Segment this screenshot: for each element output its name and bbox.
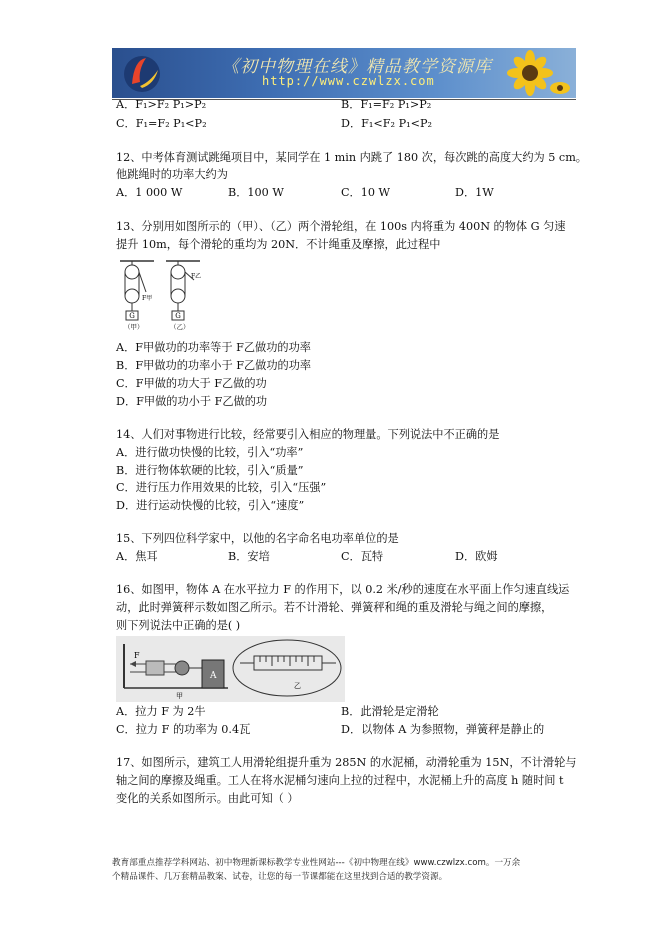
q12-stem-line1: 12、中考体育测试跳绳项目中，某同学在 1 min 内跳了 180 次，每次跳的高度大约为 5 cm。 bbox=[116, 151, 587, 164]
q12-option-a: A．1 000 W bbox=[116, 186, 183, 199]
q15-option-d: D．欧姆 bbox=[455, 550, 498, 563]
q13-option-b: B．F甲做功的功率小于 F乙做功的功率 bbox=[116, 359, 312, 372]
q16-yi-caption: 乙 bbox=[294, 682, 301, 690]
q12-option-c: C．10 W bbox=[341, 186, 391, 199]
q12-stem-line2: 他跳绳时的功率大约为 bbox=[116, 168, 228, 181]
q11-option-d: D．F₁<F₂ P₁<P₂ bbox=[341, 117, 432, 130]
q13-stem-line1: 13、分别用如图所示的（甲）、（乙）两个滑轮组，在 100s 内将重为 400N 的物体 G 匀速 bbox=[116, 220, 566, 233]
q13-f-jia-label: F甲 bbox=[142, 295, 153, 302]
q14-option-b: B．进行物体软硬的比较，引入“质量” bbox=[116, 464, 304, 477]
footer-line2: 个精品课件、几万套精品教案、试卷，让您的每一节课都能在这里找到合适的教学资源。 bbox=[112, 872, 448, 882]
header-banner bbox=[112, 48, 576, 98]
q16-force-label: F bbox=[134, 651, 140, 660]
q13-option-c: C．F甲做的功大于 F乙做的功 bbox=[116, 377, 267, 390]
q15-option-b: B．安培 bbox=[228, 550, 270, 563]
q16-stem-line1: 16、如图甲，物体 A 在水平拉力 F 的作用下，以 0.2 米/秒的速度在水平面上作匀速直线运 bbox=[116, 583, 570, 596]
q13-yi-caption: （乙） bbox=[170, 323, 190, 331]
q11-option-c: C．F₁=F₂ P₁<P₂ bbox=[116, 117, 207, 130]
q13-stem-line2: 提升 10m，每个滑轮的重均为 20N．不计绳重及摩擦，此过程中 bbox=[116, 238, 441, 251]
q16-option-d: D．以物体 A 为参照物，弹簧秤是静止的 bbox=[341, 723, 545, 736]
q11-option-a: A．F₁>F₂ P₁>P₂ bbox=[116, 98, 207, 111]
q14-option-c: C．进行压力作用效果的比较，引入“压强” bbox=[116, 481, 327, 494]
q14-option-a: A．进行做功快慢的比较，引入“功率” bbox=[116, 446, 304, 459]
site-logo bbox=[120, 52, 164, 94]
q17-stem-line2: 轴之间的摩擦及绳重。工人在将水泥桶匀速向上拉的过程中，水泥桶上升的高度 h 随时间 t bbox=[116, 774, 564, 787]
q11-option-b: B．F₁=F₂ P₁>P₂ bbox=[341, 98, 432, 111]
q16-object-label: A bbox=[210, 671, 217, 681]
q13-jia-caption: （甲） bbox=[124, 323, 144, 331]
q15-option-a: A．焦耳 bbox=[116, 550, 158, 563]
q13-g-label-2: G bbox=[175, 312, 181, 320]
q13-g-label-1: G bbox=[129, 312, 135, 320]
q12-option-b: B．100 W bbox=[228, 186, 284, 199]
q17-stem-line3: 变化的关系如图所示。由此可知（ ） bbox=[116, 792, 299, 805]
q13-pulley-figure bbox=[116, 258, 210, 332]
q14-option-d: D．进行运动快慢的比较，引入“速度” bbox=[116, 499, 305, 512]
q16-option-a: A．拉力 F 为 2牛 bbox=[116, 705, 206, 718]
q15-option-c: C．瓦特 bbox=[341, 550, 384, 563]
banner-url[interactable]: http://www.czwlzx.com bbox=[262, 74, 435, 88]
q13-option-d: D．F甲做的功小于 F乙做的功 bbox=[116, 395, 268, 408]
banner-title: 《初中物理在线》精品教学资源库 bbox=[222, 57, 492, 77]
q14-stem: 14、人们对事物进行比较，经常要引入相应的物理量。下列说法中不正确的是 bbox=[116, 428, 500, 441]
q16-option-c: C．拉力 F 的功率为 0.4瓦 bbox=[116, 723, 251, 736]
q12-option-d: D．1W bbox=[455, 186, 494, 199]
sunflower-image bbox=[490, 48, 570, 98]
q16-stem-line3: 则下列说法中正确的是( ) bbox=[116, 619, 241, 632]
q16-stem-line2: 动，此时弹簧秤示数如图乙所示。若不计滑轮、弹簧秤和绳的重及滑轮与绳之间的摩擦， bbox=[116, 601, 553, 614]
q13-f-yi-label: F乙 bbox=[191, 273, 202, 280]
q13-option-a: A．F甲做功的功率等于 F乙做功的功率 bbox=[116, 341, 311, 354]
q16-figure bbox=[116, 636, 345, 702]
q16-option-b: B．此滑轮是定滑轮 bbox=[341, 705, 439, 718]
q16-jia-caption: 甲 bbox=[176, 692, 183, 700]
footer-line1: 教育部重点推荐学科网站、初中物理新课标教学专业性网站---《初中物理在线》www.czwlzx.com。一万余 bbox=[112, 858, 521, 868]
q17-stem-line1: 17、如图所示，建筑工人用滑轮组提升重为 285N 的水泥桶，动滑轮重为 15N，不计滑轮与 bbox=[116, 756, 577, 769]
q15-stem: 15、下列四位科学家中，以他的名字命名电功率单位的是 bbox=[116, 532, 399, 545]
